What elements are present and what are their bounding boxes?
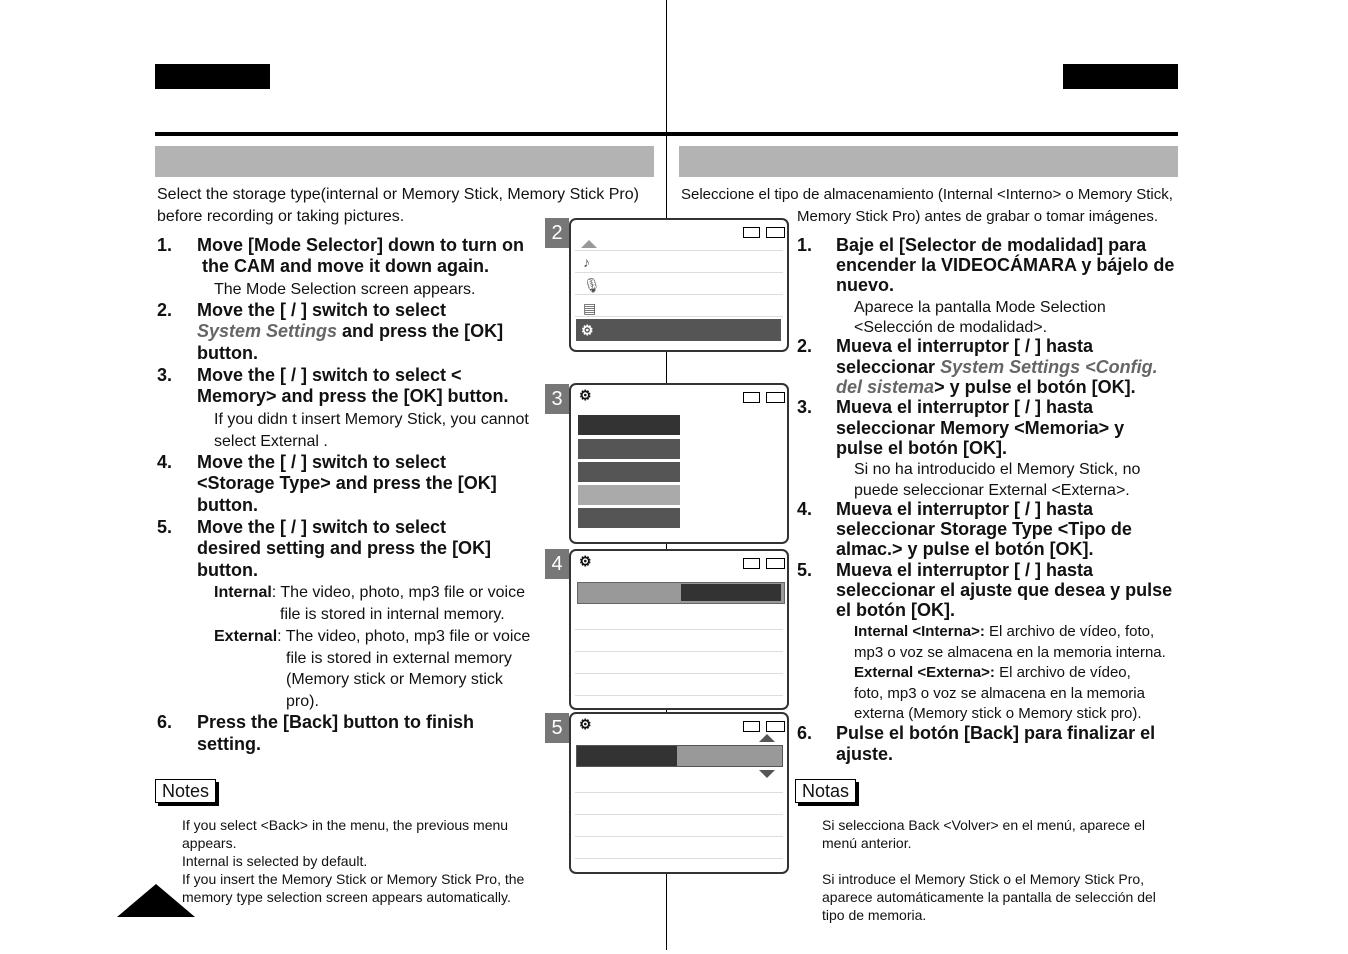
step-en-2-line-2 — [197, 321, 503, 342]
step-es-2-line-2 — [836, 357, 1158, 378]
step-es-1-line-3: nuevo. — [836, 275, 895, 295]
selected-menu-row — [576, 319, 781, 341]
battery-icon — [766, 558, 785, 569]
step-es-3-line-3: pulse el botón [OK]. — [836, 438, 1007, 458]
intro-en-line-1: Select the storage type(internal or Memory Stick, Memory Stick Pro) — [157, 186, 639, 203]
step-es-6-number: 6. — [797, 723, 813, 743]
menu-bar-1 — [578, 415, 680, 435]
screen-2-number: 2 — [545, 218, 569, 248]
internal-en-text-2: file is stored in internal memory. — [280, 606, 505, 623]
step-en-4-number: 4. — [157, 452, 173, 472]
menu-bar-4-selected — [578, 485, 680, 505]
step-en-5-line-1: Move the [ / ] switch to select — [197, 517, 447, 537]
intro-en-line-2: before recording or taking pictures. — [157, 208, 405, 225]
step-es-1-sub-2: <Selección de modalidad>. — [854, 319, 1048, 336]
external-en-label: External — [214, 628, 278, 645]
step-es-4-line-1: Mueva el interruptor [ / ] hasta — [836, 499, 1094, 519]
screen-5-number: 5 — [545, 713, 569, 743]
notes-es-4: Si introduce el Memory Stick o el Memory Stick Pro, — [822, 871, 1145, 887]
step-en-1-sub: The Mode Selection screen appears. — [214, 281, 476, 298]
notes-es-2: menú anterior. — [822, 835, 912, 851]
intro-es-line-1: Seleccione el tipo de almacenamiento (Internal <Interno> o Memory Stick, — [681, 186, 1173, 203]
music-icon: ♪ — [583, 254, 590, 270]
external-es-text-1: El archivo de vídeo, — [994, 664, 1131, 681]
external-en-text-3: (Memory stick or Memory stick — [286, 671, 503, 688]
external-es — [854, 663, 1131, 683]
step-en-4-line-3: button. — [197, 495, 258, 515]
external-en-text-1: : The video, photo, mp3 file or voice — [277, 628, 531, 645]
memory-card-icon — [743, 392, 760, 403]
step-es-4-line-3: almac.> y pulse el botón [OK]. — [836, 539, 1094, 559]
up-arrow-icon — [581, 240, 597, 248]
step-es-1-number: 1. — [797, 235, 813, 255]
step-es-1-line-2: encender la VIDEOCÁMARA y bájelo de — [836, 255, 1175, 275]
step-es-5-line-3: el botón [OK]. — [836, 600, 955, 620]
step-es-3-sub-1: Si no ha introducido el Memory Stick, no — [854, 461, 1141, 478]
menu-bar-2 — [578, 439, 680, 459]
notes-en-1: If you select <Back> in the menu, the previous menu — [182, 817, 509, 833]
internal-en-label: Internal — [214, 584, 272, 601]
internal-es-text-1: El archivo de vídeo, foto, — [984, 623, 1155, 640]
external-en — [214, 626, 530, 647]
step-es-2-pre: seleccionar — [836, 357, 941, 377]
notes-en-3: Internal is selected by default. — [182, 853, 368, 869]
notes-en-5: memory type selection screen appears automatically. — [182, 889, 511, 905]
document-icon: ▤ — [583, 300, 597, 316]
down-arrow-icon — [759, 770, 775, 778]
step-en-3-sub-1: If you didn t insert Memory Stick, you cannot — [214, 411, 529, 428]
step-es-3-line-1: Mueva el interruptor [ / ] hasta — [836, 397, 1094, 417]
step-es-3-sub-2: puede seleccionar External <Externa>. — [854, 482, 1130, 499]
step-es-2-number: 2. — [797, 336, 813, 356]
step-en-6-line-2: setting. — [197, 734, 262, 754]
screen-4-number: 4 — [545, 549, 569, 579]
external-es-label: External <Externa>: — [854, 664, 995, 681]
internal-en-text-1: : The video, photo, mp3 file or voice — [271, 584, 525, 601]
notes-es-1: Si selecciona Back <Volver> en el menú, aparece el — [822, 817, 1145, 833]
notes-en-4: If you insert the Memory Stick or Memory Stick Pro, the — [182, 871, 525, 887]
external-es-text-3: externa (Memory stick o Memory stick pro). — [854, 705, 1142, 722]
settings-icon: ⚙ — [579, 387, 592, 403]
step-es-5-line-1: Mueva el interruptor [ / ] hasta — [836, 560, 1094, 580]
battery-icon — [766, 721, 785, 732]
internal-es — [854, 622, 1154, 642]
step-en-5-line-3: button. — [197, 560, 258, 580]
step-en-2-rest: and press the [OK] — [337, 321, 504, 341]
step-es-6-line-1: Pulse el botón [Back] para finalizar el — [836, 723, 1156, 743]
step-es-5-line-2: seleccionar el ajuste que desea y pulse — [836, 580, 1173, 600]
step-en-4-line-2: <Storage Type> and press the [OK] — [197, 473, 497, 493]
notes-es-6: tipo de memoria. — [822, 907, 927, 923]
external-en-text-2: file is stored in external memory — [286, 650, 512, 667]
screen-3-number: 3 — [545, 384, 569, 414]
screen-4 — [569, 549, 789, 710]
battery-icon — [766, 227, 785, 238]
internal-es-text-2: mp3 o voz se almacena en la memoria interna. — [854, 644, 1166, 661]
step-es-2-rest: > y pulse el botón [OK]. — [934, 377, 1136, 397]
step-en-2-line-3: button. — [197, 343, 258, 363]
setting-row-label — [577, 746, 677, 766]
system-settings-es-label: System Settings <Config. — [940, 357, 1158, 377]
step-en-4-line-1: Move the [ / ] switch to select — [197, 452, 447, 472]
notes-label-es: Notas — [795, 779, 856, 803]
step-es-1-sub-1: Aparece la pantalla Mode Selection — [854, 299, 1106, 316]
step-en-3-sub-2: select External . — [214, 433, 328, 450]
notes-es-5: aparece automáticamente la pantalla de selección del — [822, 889, 1156, 905]
step-en-1-line-1: Move [Mode Selector] down to turn on — [197, 235, 524, 255]
section-band-right — [679, 146, 1178, 177]
notes-en-2: appears. — [182, 835, 237, 851]
step-es-3-line-2: seleccionar Memory <Memoria> y — [836, 418, 1125, 438]
up-arrow-icon — [759, 734, 775, 742]
step-es-5-number: 5. — [797, 560, 813, 580]
step-en-3-number: 3. — [157, 365, 173, 385]
internal-es-label: Internal <Interna>: — [854, 623, 985, 640]
step-en-1-line-2: the CAM and move it down again. — [202, 256, 490, 276]
header-tab-left — [155, 64, 270, 89]
memory-card-icon — [743, 721, 760, 732]
page-corner-triangle — [117, 884, 195, 917]
step-en-3-line-2: Memory> and press the [OK] button. — [197, 386, 509, 406]
config-sistema-label: del sistema — [836, 377, 935, 397]
screen-5 — [569, 712, 789, 874]
step-en-2-line-1: Move the [ / ] switch to select — [197, 300, 447, 320]
settings-icon: ⚙ — [579, 553, 592, 569]
step-es-2-line-3 — [836, 377, 1136, 398]
step-es-3-number: 3. — [797, 397, 813, 417]
screen-3 — [569, 383, 789, 544]
microphone-icon: 🎙 — [583, 277, 601, 293]
battery-icon — [766, 392, 785, 403]
header-tab-right — [1063, 64, 1178, 89]
external-en-text-4: pro). — [286, 693, 319, 710]
system-settings-label: System Settings — [197, 321, 338, 341]
menu-bar-5 — [578, 508, 680, 528]
step-es-6-line-2: ajuste. — [836, 744, 894, 764]
external-es-text-2: foto, mp3 o voz se almacena en la memoria — [854, 685, 1145, 702]
settings-icon: ⚙ — [579, 716, 592, 732]
step-en-2-number: 2. — [157, 300, 173, 320]
storage-type-value — [681, 584, 781, 601]
step-en-6-line-1: Press the [Back] button to finish — [197, 712, 475, 732]
step-en-5-number: 5. — [157, 517, 173, 537]
screen-2 — [569, 218, 789, 352]
menu-bar-3 — [578, 462, 680, 482]
settings-icon: ⚙ — [581, 322, 594, 338]
memory-card-icon — [743, 227, 760, 238]
step-en-6-number: 6. — [157, 712, 173, 732]
section-band-left — [155, 146, 654, 177]
step-en-1-number: 1. — [157, 235, 173, 255]
internal-en — [214, 582, 525, 603]
step-es-4-line-2: seleccionar Storage Type <Tipo de — [836, 519, 1132, 539]
intro-es-line-2: Memory Stick Pro) antes de grabar o tomar imágenes. — [797, 208, 1158, 225]
notes-label-en: Notes — [155, 779, 216, 803]
step-es-4-number: 4. — [797, 499, 813, 519]
step-en-5-line-2: desired setting and press the [OK] — [197, 538, 492, 558]
step-en-3-line-1: Move the [ / ] switch to select < — [197, 365, 462, 385]
memory-card-icon — [743, 558, 760, 569]
step-es-1-line-1: Baje el [Selector de modalidad] para — [836, 235, 1147, 255]
step-es-2-line-1: Mueva el interruptor [ / ] hasta — [836, 336, 1094, 356]
